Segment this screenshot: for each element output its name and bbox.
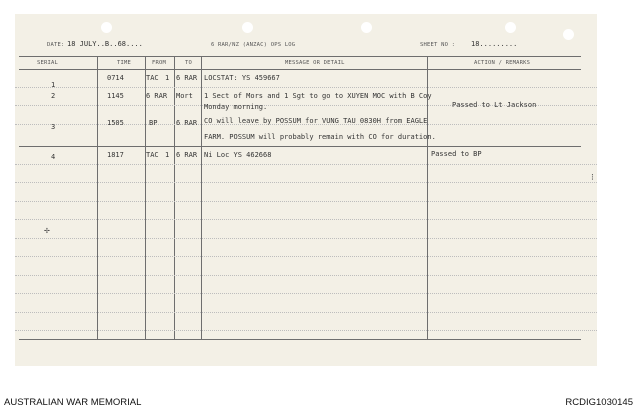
unit-title: 6 RAR/NZ (ANZAC) OPS LOG	[211, 42, 296, 48]
row4-time: 1817	[107, 151, 124, 159]
row1-message: LOCSTAT: YS 459667	[204, 74, 280, 82]
row1-serial: 1	[51, 81, 56, 89]
row2-to: Mort	[176, 92, 193, 100]
col-header-serial: SERIAL	[37, 60, 59, 66]
row2-action: Passed to Lt Jackson	[452, 101, 537, 109]
row4-action: Passed to BP	[431, 150, 482, 158]
row1-to: 6 RAR	[176, 74, 198, 82]
col-header-time: TIME	[117, 60, 132, 66]
row4-to: 6 RAR	[176, 151, 198, 159]
row4-serial: 4	[51, 153, 56, 161]
footer-source: AUSTRALIAN WAR MEMORIAL	[4, 397, 142, 408]
row3-message-cont: FARM. POSSUM will probably remain with CO for duration.	[204, 133, 436, 141]
punch-hole	[563, 29, 574, 40]
log-sheet	[15, 14, 597, 366]
punch-hole	[505, 22, 516, 33]
sheet-value: 18.........	[471, 40, 518, 48]
table-bottom-rule	[19, 339, 581, 340]
row2-message-cont: Monday morning.	[204, 103, 268, 111]
date-label: DATE:	[47, 42, 65, 48]
punch-hole	[361, 22, 372, 33]
row2-message: 1 Sect of Mors and 1 Sgt to go to XUYEN MOC with B Coy	[204, 92, 432, 100]
row-separator	[19, 146, 581, 147]
punch-hole	[242, 22, 253, 33]
row1-time: 0714	[107, 74, 124, 82]
footer-id: RCDIG1030145	[565, 397, 633, 408]
punch-hole	[101, 22, 112, 33]
row3-message: CO will leave by POSSUM for VUNG TAU 0830H from EAGLE	[204, 117, 428, 125]
row1-from-suffix: 1	[165, 74, 170, 82]
sheet-label: SHEET NO :	[420, 42, 456, 48]
date-value: 18 JULY..B..68....	[67, 40, 143, 48]
row4-from: TAC	[146, 151, 159, 159]
row2-from: 6 RAR	[146, 92, 168, 100]
col-header-to: TO	[185, 60, 193, 66]
row3-serial: 3	[51, 123, 56, 131]
row2-time: 1145	[107, 92, 124, 100]
row4-message: Ni Loc YS 462668	[204, 151, 272, 159]
stray-mark: ✢	[44, 228, 50, 235]
row2-serial: 2	[51, 92, 56, 100]
margin-mark: ⁝	[591, 172, 594, 182]
col-divider-from	[174, 56, 175, 339]
table-top-rule	[19, 56, 581, 57]
col-header-message: MESSAGE OR DETAIL	[285, 60, 345, 66]
header-bottom-rule	[19, 69, 581, 70]
col-divider-serial	[97, 56, 98, 339]
col-header-action: ACTION / REMARKS	[474, 60, 531, 66]
row3-time: 1505	[107, 119, 124, 127]
col-header-from: FROM	[152, 60, 167, 66]
row4-from-suffix: 1	[165, 151, 170, 159]
row3-from: BP	[149, 119, 158, 127]
row3-to: 6 RAR	[176, 119, 198, 127]
row1-from: TAC	[146, 74, 159, 82]
col-divider-to	[201, 56, 202, 339]
